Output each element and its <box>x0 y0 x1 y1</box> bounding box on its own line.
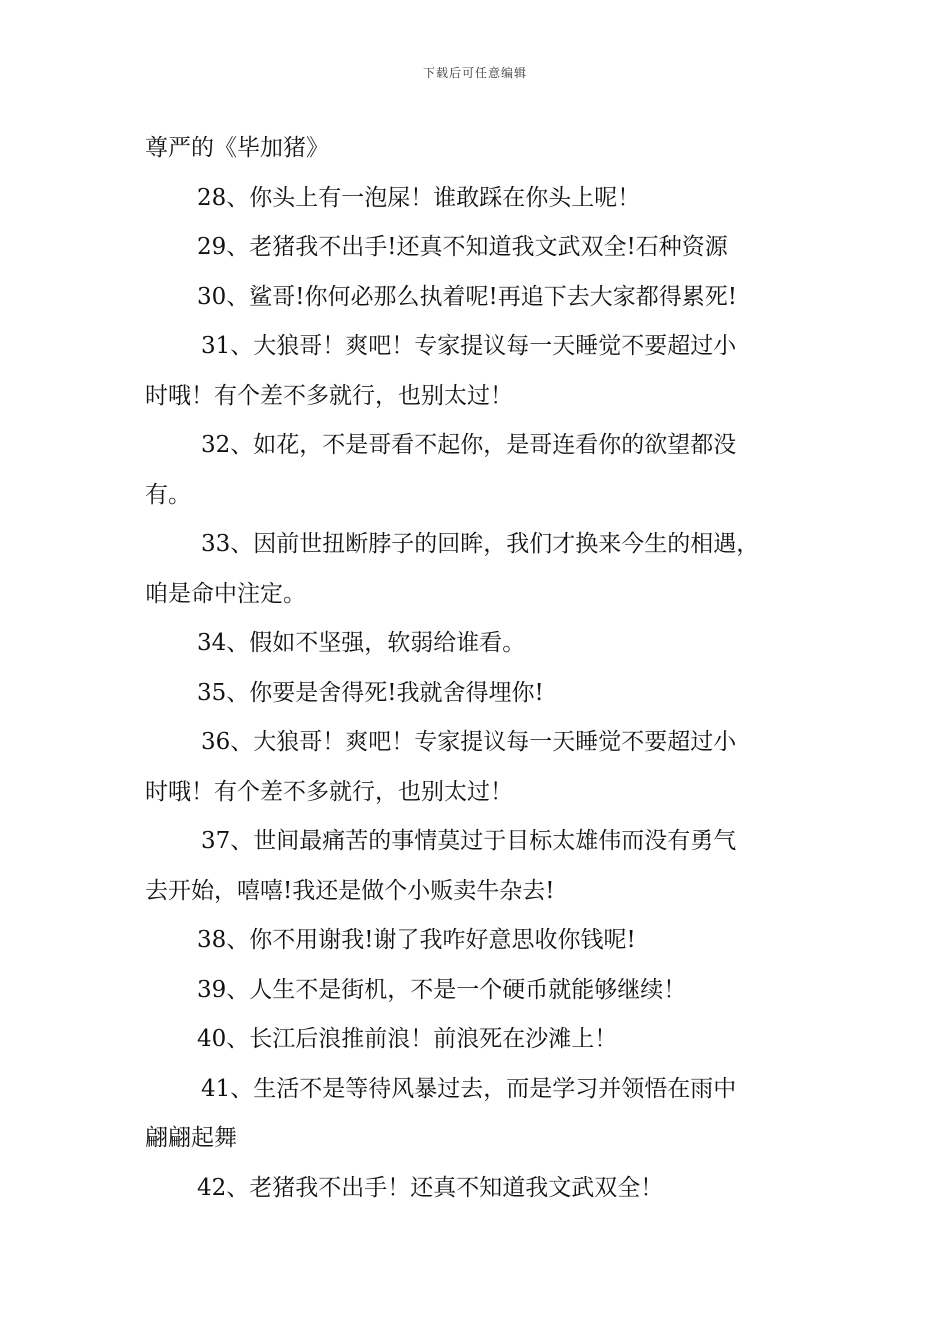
text-line: 35、你要是舍得死!我就舍得埋你! <box>197 679 544 706</box>
text-line: 31、大狼哥！爽吧！专家提议每一天睡觉不要超过小 <box>201 333 737 359</box>
text-line: 39、人生不是街机，不是一个硬币就能够继续！ <box>197 976 687 1003</box>
text-line: 翩翩起舞 <box>145 1125 237 1151</box>
text-line: 38、你不用谢我!谢了我咋好意思收你钱呢! <box>197 927 636 953</box>
text-line: 去开始，嘻嘻!我还是做个小贩卖牛杂去! <box>145 877 555 904</box>
text-line: 33、因前世扭断脖子的回眸，我们才换来今生的相遇， <box>201 531 760 557</box>
page-header-note: 下载后可任意编辑 <box>422 66 527 80</box>
text-line: 时哦！有个差不多就行，也别太过！ <box>145 778 513 805</box>
text-line: 40、长江后浪推前浪！前浪死在沙滩上！ <box>197 1026 618 1052</box>
text-line: 36、大狼哥！爽吧！专家提议每一天睡觉不要超过小 <box>201 729 737 755</box>
text-line: 29、老猪我不出手!还真不知道我文武双全!石种资源 <box>197 234 728 260</box>
text-line: 32、如花，不是哥看不起你，是哥连看你的欲望都没 <box>201 432 737 458</box>
body-text <box>145 124 825 1213</box>
text-line: 37、世间最痛苦的事情莫过于目标太雄伟而没有勇气 <box>201 828 737 854</box>
text-line: 尊严的《毕加猪》 <box>145 135 329 161</box>
text-line: 28、你头上有一泡屎！谁敢踩在你头上呢！ <box>197 184 641 211</box>
text-line: 时哦！有个差不多就行，也别太过！ <box>145 382 513 409</box>
text-line: 34、假如不坚强，软弱给谁看。 <box>197 630 526 656</box>
text-line: 有。 <box>145 481 191 508</box>
text-line: 咱是命中注定。 <box>145 580 306 607</box>
text-line: 30、鲨哥!你何必那么执着呢!再追下去大家都得累死! <box>197 283 737 310</box>
text-line: 41、生活不是等待风暴过去，而是学习并领悟在雨中 <box>201 1075 737 1102</box>
text-line: 42、老猪我不出手！还真不知道我文武双全！ <box>197 1174 664 1201</box>
